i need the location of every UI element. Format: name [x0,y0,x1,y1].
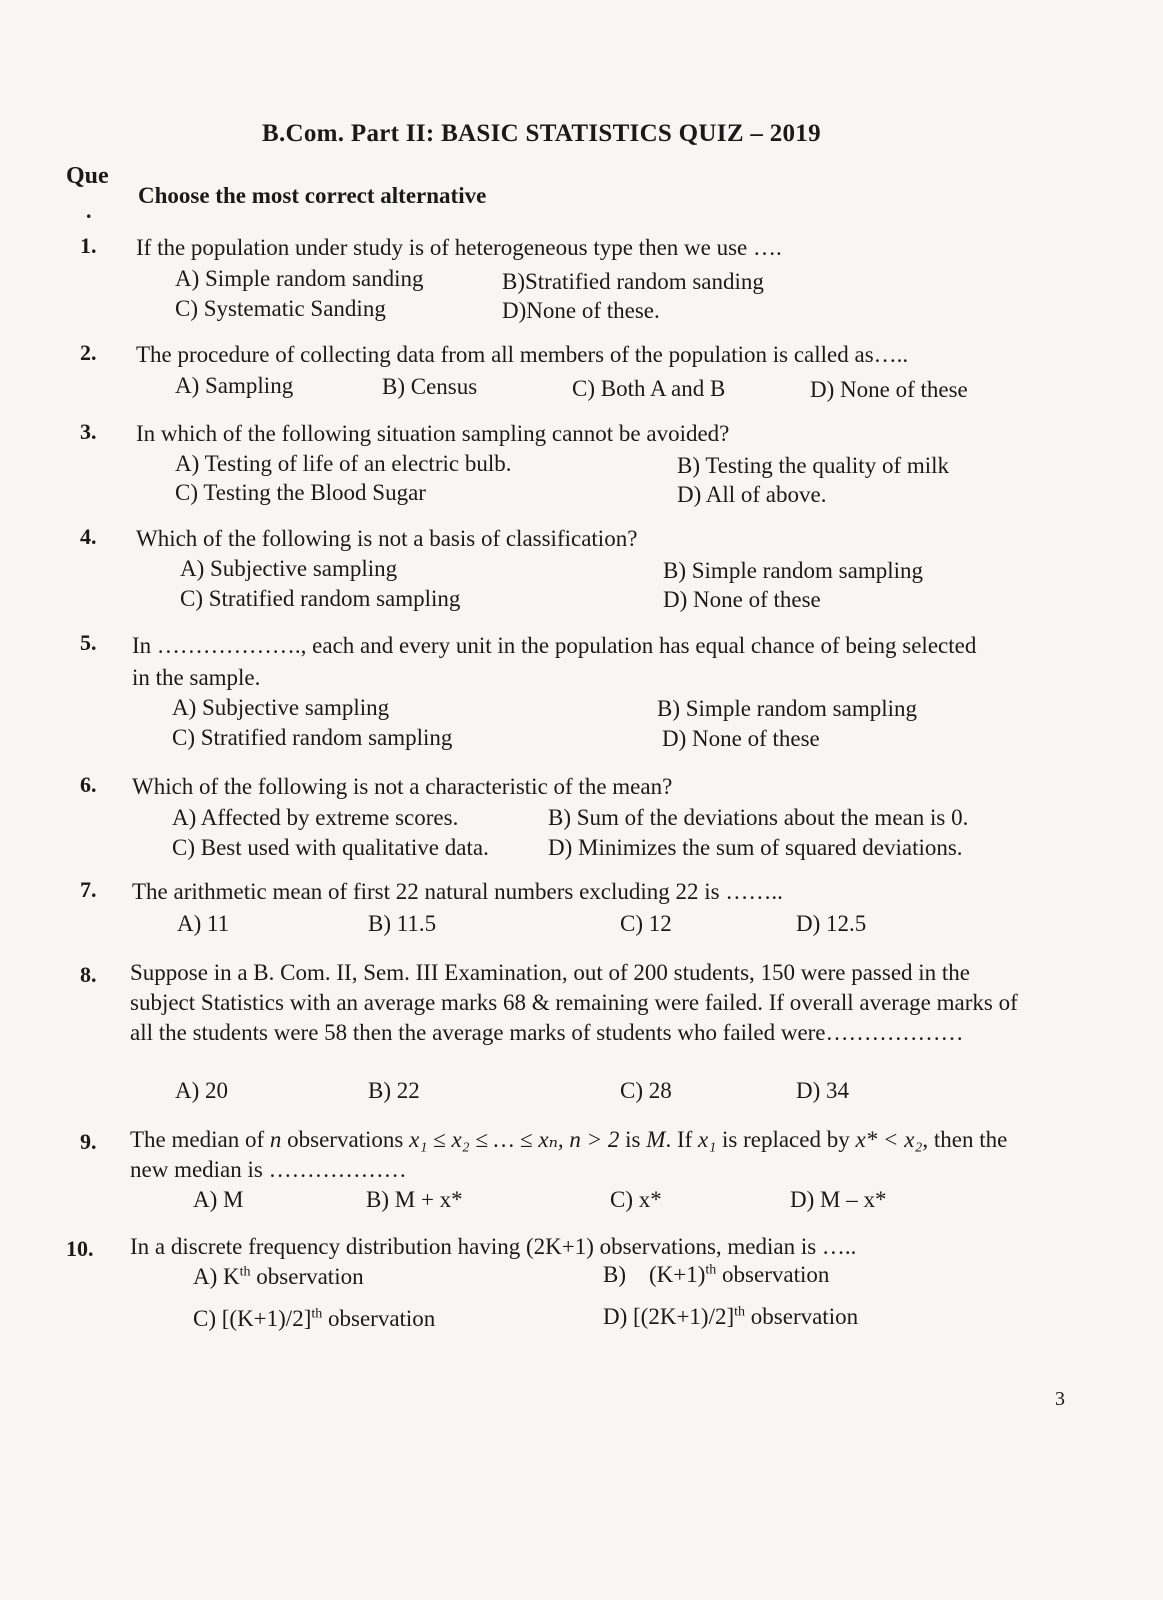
question-text: If the population under study is of heterogeneous type then we use …. [136,235,782,260]
question-text: In which of the following situation sampling cannot be avoided? [136,421,730,446]
option-c: C) Testing the Blood Sugar [175,480,426,505]
option-b: B) 22 [368,1078,420,1103]
option-b: B)Stratified random sanding [502,269,764,294]
option-a: A) 20 [175,1078,229,1103]
question-text: Which of the following is not a basis of classification? [136,526,638,551]
option-c: C) 12 [620,911,672,936]
option-c: C) Both A and B [572,376,726,401]
option-a: A) 11 [177,911,230,936]
option-a: A) Testing of life of an electric bulb. [175,451,512,476]
question-text: Suppose in a B. Com. II, Sem. III Examination, out of 200 students, 150 were passed in the subject Statistics with an average marks 68 & remaining were failed. If overall average marks of all the students were 58 then the average marks of students who failed were……………… [130,960,1018,1045]
option-c: C) 28 [620,1078,672,1103]
option-c: C) x* [610,1187,662,1212]
option-b: B) Sum of the deviations about the mean is 0. [548,805,969,830]
que-label: Que [66,163,109,189]
option-c: C) Stratified random sampling [172,725,453,750]
option-d: D) M – x* [790,1187,887,1212]
option-a: A) $K^{th}$ observation [193,1264,364,1289]
option-d: D) 34 [796,1078,850,1103]
option-d: D) All of above. [677,482,827,507]
page-title: B.Com. Part II: BASIC STATISTICS QUIZ – 2019 [262,120,821,147]
question-number: 3. [80,419,97,444]
option-a: A) Sampling [175,373,294,398]
option-b: B) Simple random sampling [663,558,924,583]
page-number: 3 [1055,1388,1065,1410]
option-b: B) Census [382,374,478,399]
question-number: 5. [80,630,97,655]
question-number: 4. [80,524,97,549]
question-text: In a discrete frequency distribution having (2K+1) observations, median is ….. [130,1234,857,1259]
question-number: 7. [80,877,97,902]
question-text: Which of the following is not a characteristic of the mean? [132,774,673,799]
option-b: B) 11.5 [368,911,437,936]
question-number: 1. [80,233,97,258]
question-text: The procedure of collecting data from all members of the population is called as….. [136,342,909,367]
question-number: 2. [80,340,97,365]
option-c: C) Best used with qualitative data. [172,835,489,860]
question-number: 6. [80,772,97,797]
option-c: C) Stratified random sampling [180,586,461,611]
option-d: D) None of these [662,726,820,751]
option-a: A) M [193,1187,244,1212]
option-a: A) Subjective sampling [180,556,398,581]
option-d: D) None of these [810,377,968,402]
option-b: B) Testing the quality of milk [677,453,950,478]
question-text: In ………………., each and every unit in the population has equal chance of being selected in the sample. [132,633,977,690]
option-b: B) Simple random sampling [657,696,918,721]
option-d: D) $[(2K+1)/2]^{th}$ observation [603,1304,859,1329]
question-number: 8. [80,962,97,987]
question-text: The arithmetic mean of first 22 natural numbers excluding 22 is …….. [132,879,783,904]
option-c: C) $[(K+1)/2]^{th}$ observation [193,1306,436,1331]
option-a: A) Subjective sampling [172,695,390,720]
question-text: The median of n observations x₁ ≤ x₂ ≤ … ≤ xₙ, n > 2 is M. If x₁ is replaced by x* < x₂, then the new median is ……………… [130,1127,1008,1182]
option-d: D) 12.5 [796,911,867,936]
question-number: 9. [80,1129,97,1154]
option-d: D) None of these [663,587,821,612]
option-b: B) $(K+1)^{th}$ observation [603,1262,830,1287]
question-number: 10. [66,1236,94,1261]
que-dot: . [86,198,92,223]
instruction: Choose the most correct alternative [138,183,487,208]
option-d: D) Minimizes the sum of squared deviations. [548,835,963,860]
option-d: D)None of these. [502,298,660,323]
option-a: A) Affected by extreme scores. [172,805,459,830]
option-a: A) Simple random sanding [175,266,424,291]
option-c: C) Systematic Sanding [175,296,386,321]
option-b: B) M + x* [366,1187,463,1212]
